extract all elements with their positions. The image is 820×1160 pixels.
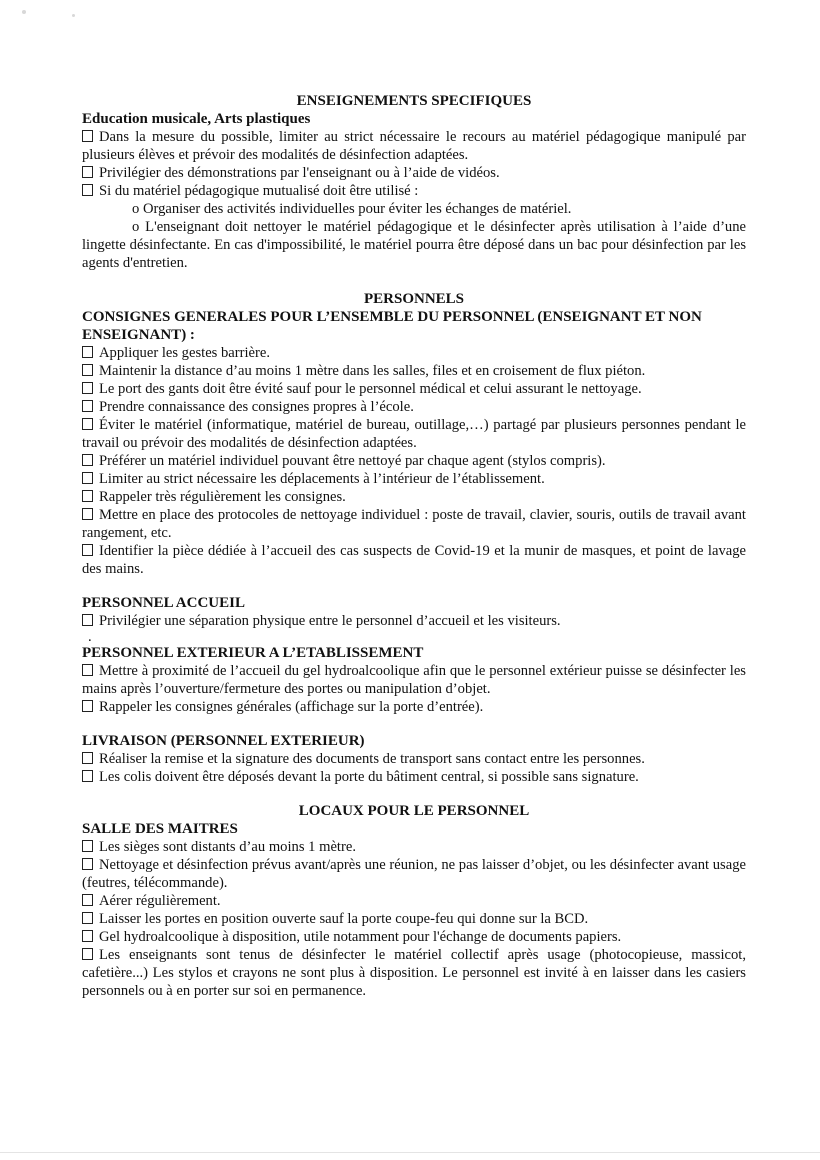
checkbox-icon [82,454,93,466]
list-item: Maintenir la distance d’au moins 1 mètre dans les salles, files et en croisement de flux piéton. [82,362,746,380]
list-item: Prendre connaissance des consignes propres à l’école. [82,398,746,416]
list-item: Éviter le matériel (informatique, matériel de bureau, outillage,…) partagé par plusieurs personnes pendant le travail ou prévoir des modalités de désinfection adaptées. [82,417,746,451]
checkbox-icon [82,130,93,142]
scan-speck [72,14,75,17]
checkbox-icon [82,166,93,178]
subheading-education-musicale: Education musicale, Arts plastiques [82,111,311,127]
subheading-livraison: LIVRAISON (PERSONNEL EXTERIEUR) [82,733,365,749]
list-item: Rappeler très régulièrement les consignes. [82,488,746,506]
document-body [82,92,746,1000]
list-item: Rappeler les consignes générales (affichage sur la porte d’entrée). [82,698,746,716]
subheading-consignes-generales: CONSIGNES GENERALES POUR L’ENSEMBLE DU PERSONNEL (ENSEIGNANT ET NON ENSEIGNANT) : [82,309,702,343]
checkbox-icon [82,364,93,376]
list-item: Gel hydroalcoolique à disposition, utile notamment pour l'échange de documents papiers. [82,928,746,946]
checkbox-icon [82,400,93,412]
checkbox-icon [82,858,93,870]
subheading-salle-des-maitres: SALLE DES MAITRES [82,821,238,837]
section-title-personnels: PERSONNELS [363,291,465,307]
checkbox-icon [82,490,93,502]
sub-list-item: o L'enseignant doit nettoyer le matériel pédagogique et le désinfecter après utilisation à l’aide d’une lingette désinfectante. En cas d'impossibilité, le matériel pourra être déposé dans un bac pour désinfection par les agents d'entretien. [82,219,746,271]
list-item: Laisser les portes en position ouverte sauf la porte coupe-feu qui donne sur la BCD. [82,910,746,928]
checkbox-icon [82,664,93,676]
list-item: Les sièges sont distants d’au moins 1 mètre. [82,838,746,856]
list-item: Les colis doivent être déposés devant la porte du bâtiment central, si possible sans signature. [82,768,746,786]
section-title-locaux: LOCAUX POUR LE PERSONNEL [298,803,530,819]
list-item: Si du matériel pédagogique mutualisé doit être utilisé : [82,182,746,200]
checkbox-icon [82,912,93,924]
section-title-enseignements: ENSEIGNEMENTS SPECIFIQUES [296,93,532,109]
checkbox-icon [82,614,93,626]
checkbox-icon [82,840,93,852]
scan-speck [22,10,26,14]
list-item: Préférer un matériel individuel pouvant être nettoyé par chaque agent (stylos compris). [82,452,746,470]
list-item: Limiter au strict nécessaire les déplacements à l’intérieur de l’établissement. [82,470,746,488]
checkbox-icon [82,382,93,394]
checkbox-icon [82,752,93,764]
list-item: Mettre en place des protocoles de nettoyage individuel : poste de travail, clavier, souris, outils de travail avant rangement, etc. [82,507,746,541]
list-item: Dans la mesure du possible, limiter au strict nécessaire le recours au matériel pédagogique manipulé par plusieurs élèves et prévoir des modalités de désinfection adaptées. [82,129,746,163]
checkbox-icon [82,346,93,358]
list-item: Le port des gants doit être évité sauf pour le personnel médical et celui assurant le nettoyage. [82,380,746,398]
list-item: Aérer régulièrement. [82,892,746,910]
checkbox-icon [82,418,93,430]
list-item: Les enseignants sont tenus de désinfecter le matériel collectif après usage (photocopieuse, massicot, cafetière...) Les stylos et crayons ne sont plus à disposition. Le personnel est invité à en laisser dans les casiers personnels ou à en porter sur soi en permanence. [82,947,746,999]
list-item: Privilégier une séparation physique entre le personnel d’accueil et les visiteurs. [82,612,746,630]
list-item: Identifier la pièce dédiée à l’accueil des cas suspects de Covid-19 et la munir de masques, et point de lavage des mains. [82,543,746,577]
checkbox-icon [82,184,93,196]
checkbox-icon [82,930,93,942]
list-item: Réaliser la remise et la signature des documents de transport sans contact entre les personnes. [82,750,746,768]
list-item: Nettoyage et désinfection prévus avant/après une réunion, ne pas laisser d’objet, ou les désinfecter avant usage (feutres, télécommande). [82,857,746,891]
checkbox-icon [82,544,93,556]
checkbox-icon [82,894,93,906]
scan-edge-line [0,1152,820,1153]
list-item: Mettre à proximité de l’accueil du gel hydroalcoolique afin que le personnel extérieur puisse se désinfecter les mains après l’ouverture/fermeture des portes ou manipulation d’objet. [82,663,746,697]
sub-list-item: o Organiser des activités individuelles pour éviter les échanges de matériel. [132,201,572,217]
checkbox-icon [82,700,93,712]
checkbox-icon [82,948,93,960]
subheading-personnel-accueil: PERSONNEL ACCUEIL [82,595,245,611]
checkbox-icon [82,472,93,484]
checkbox-icon [82,770,93,782]
list-item: Appliquer les gestes barrière. [82,344,746,362]
subheading-personnel-exterieur: PERSONNEL EXTERIEUR A L’ETABLISSEMENT [82,645,424,661]
stray-dot: . [88,629,92,645]
checkbox-icon [82,508,93,520]
list-item: Privilégier des démonstrations par l'enseignant ou à l’aide de vidéos. [82,164,746,182]
